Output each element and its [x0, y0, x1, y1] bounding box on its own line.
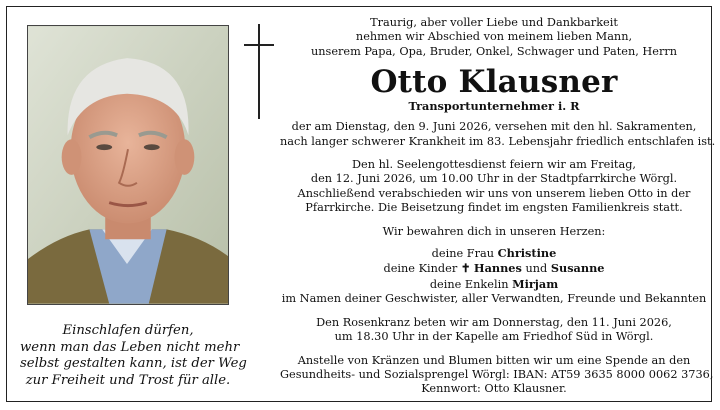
child-name: Susanne	[550, 261, 605, 276]
portrait-photo	[27, 25, 229, 305]
deceased-name: Otto Klausner	[370, 64, 618, 101]
grandchild-name: Mirjam	[512, 276, 559, 291]
death-line: der am Dienstag, den 9. Juni 2026, versehen mit den hl. Sakramenten,	[291, 120, 697, 134]
poem-line: zur Freiheit und Trost für alle.	[25, 372, 231, 388]
service-line: den 12. Juni 2026, um 10.00 Uhr in der Stadtpfarrkirche Wörgl.	[310, 172, 678, 186]
donation-line: Gesundheits- und Sozialsprengel Wörgl: IBAN: AT59 3635 8000 0062 3736,	[280, 367, 714, 381]
cross-icon	[244, 24, 274, 119]
poem-line: Einschlafen dürfen,	[62, 323, 194, 338]
service-line: Den hl. Seelengottesdienst feiern wir am Freitag,	[351, 158, 637, 172]
child-name: Hannes	[473, 261, 522, 276]
service-line: Pfarrkirche. Die Beisetzung findet im engsten Familienkreis statt.	[305, 201, 683, 215]
intro-line: Traurig, aber voller Liebe und Dankbarkeit	[370, 16, 618, 29]
notice-text	[280, 16, 716, 397]
death-line: nach langer schwerer Krankheit im 83. Lebensjahr friedlich entschlafen ist.	[280, 134, 716, 148]
mourner-wife: deine Frau Christine	[431, 246, 557, 261]
rosary-line: um 18.30 Uhr in der Kapelle am Friedhof Süd in Wörgl.	[334, 330, 654, 344]
intro-line: unserem Papa, Opa, Bruder, Onkel, Schwager und Paten, Herrn	[310, 44, 678, 58]
mourner-grandchild: deine Enkelin Mirjam	[429, 276, 559, 291]
service-line: Anschließend verabschieden wir uns von unserem lieben Otto in der	[297, 186, 691, 200]
mourners-heading: Wir bewahren dich in unseren Herzen:	[382, 224, 606, 238]
intro-line: nehmen wir Abschied von meinem lieben Mann,	[355, 30, 633, 44]
wife-name: Christine	[497, 246, 557, 261]
rosary-line: Den Rosenkranz beten wir am Donnerstag, den 11. Juni 2026,	[316, 315, 672, 329]
mourner-others: im Namen deiner Geschwister, aller Verwandten, Freunde und Bekannten	[281, 292, 707, 306]
poem	[20, 323, 247, 389]
mourner-children: deine Kinder ✝ Hannes und Susanne	[383, 261, 605, 276]
poem-line: wenn man das Leben nicht mehr	[20, 339, 240, 355]
occupation: Transportunternehmer i. R	[408, 99, 580, 114]
donation-line: Anstelle von Kränzen und Blumen bitten wir um eine Spende an den	[297, 353, 691, 367]
poem-line: selbst gestalten kann, ist der Weg	[20, 356, 247, 371]
deceased-mark-icon: ✝	[460, 261, 471, 276]
donation-line: Kennwort: Otto Klausner.	[421, 382, 567, 396]
